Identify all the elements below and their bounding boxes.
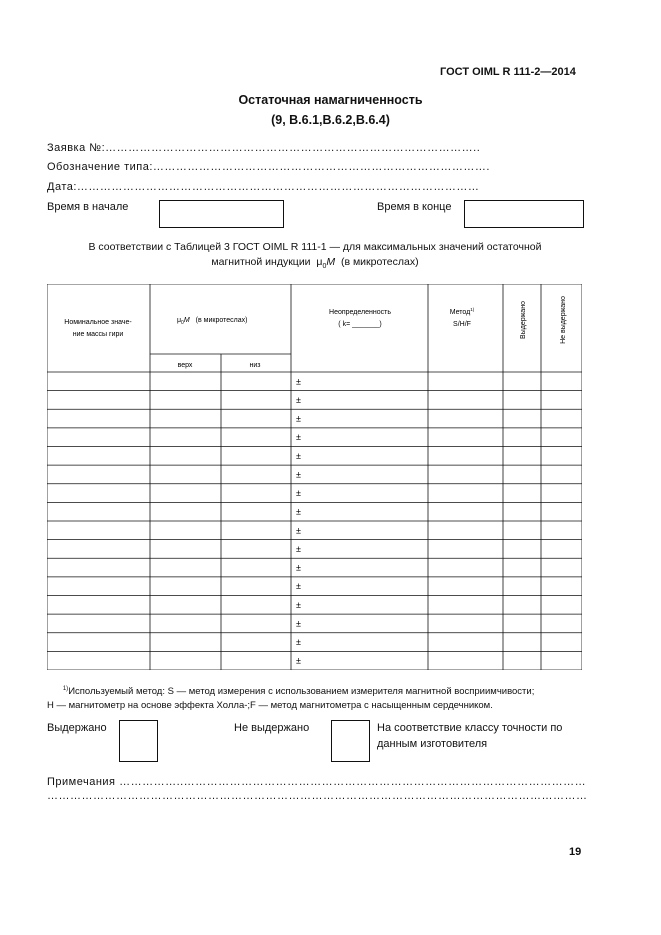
uncertainty-pm-sign: ± bbox=[296, 618, 301, 629]
start-time-label: Время в начале bbox=[47, 201, 129, 213]
uncertainty-pm-sign: ± bbox=[296, 376, 301, 387]
col-mu-header: $\mu_0M$ (в микротеслах) bbox=[177, 317, 248, 326]
uncertainty-pm-sign: ± bbox=[296, 506, 301, 517]
passed-checkbox[interactable] bbox=[119, 720, 158, 762]
col-uncertainty-line2: ( k= _______) bbox=[338, 321, 382, 328]
application-field: Заявка №:…………………………………………………………………………………….. bbox=[47, 142, 481, 154]
col-nominal-line2: ние массы гири bbox=[72, 331, 124, 338]
end-time-label: Время в конце bbox=[377, 201, 452, 213]
col-failed: Не выдержано bbox=[560, 296, 567, 344]
uncertainty-pm-sign: ± bbox=[296, 581, 301, 592]
standard-number: ГОСТ OIML R 111-2—2014 bbox=[440, 66, 576, 78]
uncertainty-pm-sign: ± bbox=[296, 525, 301, 536]
intro-line2: магнитной индукции $\mu_0M$ (в микротеслах) bbox=[211, 256, 419, 271]
end-time-box bbox=[464, 200, 584, 228]
subcol-bottom: низ bbox=[249, 362, 261, 369]
uncertainty-pm-sign: ± bbox=[296, 432, 301, 443]
uncertainty-pm-sign: ± bbox=[296, 394, 301, 405]
uncertainty-pm-sign: ± bbox=[296, 637, 301, 648]
page-number: 19 bbox=[569, 846, 582, 858]
page-title: Остаточная намагниченность bbox=[238, 93, 423, 107]
notes-line2: …………………………………………………………………………………………………………………………… bbox=[47, 790, 588, 802]
uncertainty-pm-sign: ± bbox=[296, 599, 301, 610]
page-subtitle: (9, B.6.1,B.6.2,B.6.4) bbox=[271, 113, 390, 127]
col-method-line2: S/H/F bbox=[453, 321, 471, 328]
intro-text bbox=[47, 240, 583, 274]
magnetization-table bbox=[47, 284, 582, 670]
intro-line1: В соответствии с Таблицей 3 ГОСТ OIML R 111-1 — для максимальных значений остаточной bbox=[88, 241, 542, 253]
footnote-line1: $^{1)}$Используемый метод: S — метод измерения с использованием измерителя магнитной восприимчивости; bbox=[62, 686, 535, 698]
failed-label: Не выдержано bbox=[234, 722, 310, 734]
col-uncertainty-line1: Неопределенность bbox=[329, 309, 391, 316]
uncertainty-pm-sign: ± bbox=[296, 655, 301, 666]
uncertainty-pm-sign: ± bbox=[296, 450, 301, 461]
uncertainty-pm-sign: ± bbox=[296, 488, 301, 499]
conformity-text: На соответствие классу точности по данным изготовителя bbox=[377, 722, 563, 750]
uncertainty-pm-sign: ± bbox=[296, 413, 301, 424]
col-nominal-line1: Номинальное значе- bbox=[64, 319, 132, 326]
footnote-line2: H — магнитометр на основе эффекта Холла-;F — метод магнитометра с насыщенным сердечником. bbox=[47, 700, 493, 712]
subcol-top: верх bbox=[177, 362, 193, 369]
notes-line1: Примечания ……………..…………………………………………………………………………………………… bbox=[47, 776, 587, 788]
start-time-box bbox=[159, 200, 284, 228]
uncertainty-pm-sign: ± bbox=[296, 562, 301, 573]
date-field: Дата:…………………………………………………………………………………………… bbox=[47, 181, 480, 193]
type-designation-field: Обозначение типа:……………………………………………………………………………. bbox=[47, 161, 490, 173]
col-passed: Выдержано bbox=[520, 301, 527, 339]
footnote bbox=[47, 682, 583, 713]
uncertainty-pm-sign: ± bbox=[296, 543, 301, 554]
failed-checkbox[interactable] bbox=[331, 720, 370, 762]
col-method-line1: Метод$^{1)}$ bbox=[449, 307, 475, 316]
passed-label: Выдержано bbox=[47, 722, 107, 734]
uncertainty-pm-sign: ± bbox=[296, 469, 301, 480]
